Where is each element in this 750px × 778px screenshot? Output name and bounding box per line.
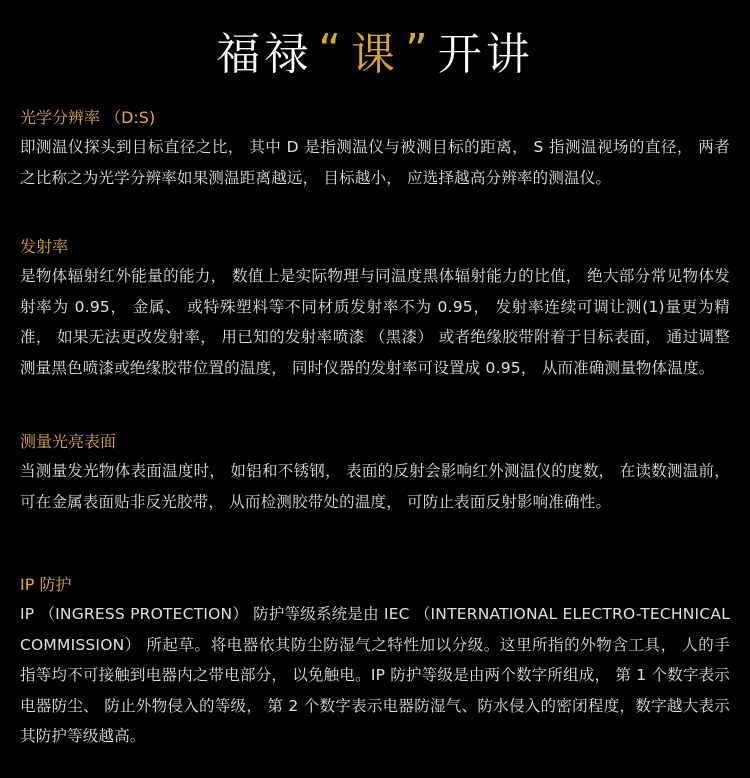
title-post: 开讲 xyxy=(437,29,534,80)
title-highlight: 课 xyxy=(351,29,399,80)
section-title: 光学分辨率 （D:S) xyxy=(20,108,156,127)
section-body: 是物体辐射红外能量的能力， 数值上是实际物理与同温度黑体辐射能力的比值， 绝大部分常见物体发射率为 0.95， 金属、 或特殊塑料等不同材质发射率不为 0.95， 发射率连续可调让测(1)量更为精准， 如果无法更改发射率， 用已知的发射率喷漆 （黑漆） 或者绝缘胶带附着于目标表面， 通过调整测量黑色喷漆或绝缘胶带位置的温度， 同时仪器的发射率可设置成 0.95， 从而准确测量物体温度。 xyxy=(20,267,730,377)
section-body: 即测温仪探头到目标直径之比， 其中 D 是指测温仪与被测目标的距离， S 指测温视场的直径， 两者之比称之为光学分辨率如果测温距离越远， 目标越小， 应选择越高分辨率的测温仪。 xyxy=(20,138,730,187)
title-pre: 福禄 xyxy=(216,29,313,80)
section-emissivity xyxy=(20,236,730,383)
page-title xyxy=(20,0,730,100)
section-title: 发射率 xyxy=(20,237,69,256)
section-shiny-surface xyxy=(20,431,730,517)
title-open-quote: “ xyxy=(318,24,345,76)
section-ip-protection xyxy=(20,574,730,752)
section-body: IP （INGRESS PROTECTION） 防护等级系统是由 IEC （INTERNATIONAL ELECTRO-TECHNICAL COMMISSION） 所起草。将电器依其防尘防湿气之特性加以分级。这里所指的外物含工具， 人的手指等均不可接触到电器内之带电部分， 以免触电。IP 防护等级是由两个数字所组成， 第 1 个数字表示电器防尘、 防止外物侵入的等级， 第 2 个数字表示电器防湿气、防水侵入的密闭程度，数字越大表示其防护等级越高。 xyxy=(20,605,730,745)
section-title: 测量光亮表面 xyxy=(20,432,117,451)
section-body: 当测量发光物体表面温度时， 如铝和不锈钢， 表面的反射会影响红外测温仪的度数， 在读数测温前， 可在金属表面贴非反光胶带， 从而检测胶带处的温度， 可防止表面反射影响准确性。 xyxy=(20,462,730,511)
section-title: IP 防护 xyxy=(20,575,72,594)
title-close-quote: ” xyxy=(405,24,432,76)
section-optical-resolution xyxy=(20,107,730,193)
